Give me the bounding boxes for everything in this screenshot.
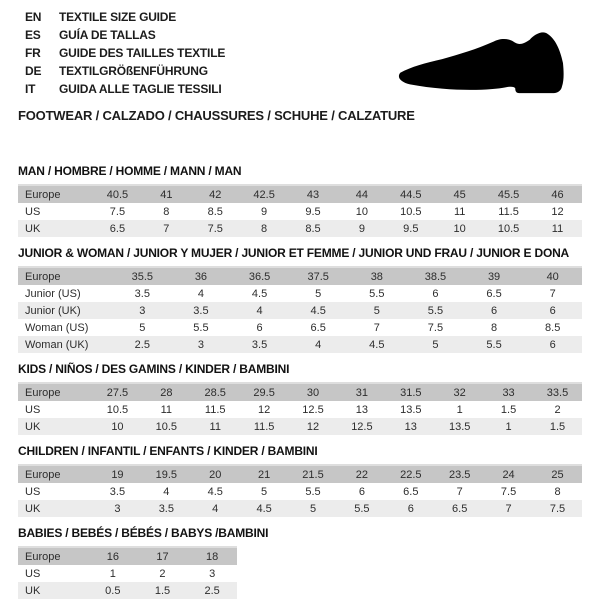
dress-shoe-icon bbox=[393, 24, 579, 100]
size-value: 16 bbox=[106, 550, 119, 563]
size-value: 9 bbox=[261, 205, 268, 218]
size-table-title: MAN / HOMBRE / HOMME / MANN / MAN bbox=[18, 164, 242, 178]
size-value: 40.5 bbox=[106, 188, 129, 201]
size-value: 7.5 bbox=[427, 321, 444, 334]
size-value: 42.5 bbox=[253, 188, 275, 201]
size-value: 1.5 bbox=[549, 420, 566, 433]
size-value: 11 bbox=[453, 205, 466, 218]
size-value: 13 bbox=[404, 420, 417, 433]
size-value: 7 bbox=[549, 287, 556, 300]
size-value: 38 bbox=[370, 270, 383, 283]
row-label: Europe bbox=[25, 468, 61, 481]
table-row bbox=[18, 483, 582, 500]
size-value: 1.5 bbox=[500, 403, 517, 416]
table-row bbox=[18, 302, 582, 319]
size-value: 21 bbox=[257, 468, 271, 481]
size-value: 8.5 bbox=[305, 222, 321, 235]
language-code: IT bbox=[25, 82, 36, 96]
size-value: 3.5 bbox=[109, 485, 126, 498]
size-value: 9.5 bbox=[403, 222, 419, 235]
size-value: 3.5 bbox=[251, 338, 268, 351]
language-row bbox=[25, 8, 225, 26]
size-value: 28.5 bbox=[204, 386, 226, 399]
row-label: UK bbox=[25, 420, 41, 433]
language-row bbox=[25, 80, 225, 98]
language-code: DE bbox=[25, 64, 42, 78]
size-value: 4 bbox=[197, 287, 204, 300]
size-value: 10.5 bbox=[106, 403, 129, 416]
size-value: 8 bbox=[491, 321, 498, 334]
row-label: UK bbox=[25, 502, 41, 515]
size-value: 44.5 bbox=[400, 188, 422, 201]
size-value: 30 bbox=[306, 386, 320, 399]
size-table-section bbox=[18, 526, 582, 599]
size-value: 32 bbox=[453, 386, 466, 399]
size-value: 40 bbox=[546, 270, 559, 283]
row-label: Europe bbox=[25, 270, 61, 283]
table-row bbox=[18, 185, 582, 203]
size-value: 20 bbox=[209, 468, 222, 481]
size-value: 45.5 bbox=[497, 188, 520, 201]
size-table bbox=[18, 464, 582, 517]
size-value: 42 bbox=[209, 188, 222, 201]
category-heading: FOOTWEAR / CALZADO / CHAUSSURES / SCHUHE / CALZATURE bbox=[18, 108, 415, 123]
size-value: 13.5 bbox=[448, 420, 471, 433]
size-value: 11.5 bbox=[498, 205, 519, 218]
size-value: 35.5 bbox=[131, 270, 154, 283]
language-code: FR bbox=[25, 46, 41, 60]
size-value: 5 bbox=[315, 287, 322, 300]
language-label: GUIDA ALLE TAGLIE TESSILI bbox=[59, 82, 222, 96]
size-value: 25 bbox=[551, 468, 564, 481]
size-table-title: BABIES / BEBÉS / BÉBÉS / BABYS /BAMBINI bbox=[18, 526, 269, 540]
size-value: 5.5 bbox=[427, 304, 444, 317]
size-table-section bbox=[18, 246, 582, 353]
size-value: 5.5 bbox=[305, 485, 321, 498]
table-row bbox=[18, 465, 582, 483]
size-value: 3.5 bbox=[158, 502, 174, 515]
size-table-title: KIDS / NIÑOS / DES GAMINS / KINDER / BAMBINI bbox=[18, 362, 290, 376]
language-row bbox=[25, 62, 225, 80]
size-value: 37.5 bbox=[307, 270, 329, 283]
size-value: 5.5 bbox=[193, 321, 209, 334]
size-value: 8.5 bbox=[207, 205, 223, 218]
size-table bbox=[18, 184, 582, 237]
size-value: 7 bbox=[163, 222, 170, 235]
size-value: 8 bbox=[261, 222, 268, 235]
size-value: 5 bbox=[373, 304, 380, 317]
size-value: 11.5 bbox=[253, 420, 275, 433]
row-label: Junior (UK) bbox=[25, 304, 81, 317]
size-value: 12 bbox=[306, 420, 320, 433]
size-value: 7.5 bbox=[549, 502, 566, 515]
size-value: 11 bbox=[160, 403, 173, 416]
language-label: GUÍA DE TALLAS bbox=[59, 28, 156, 42]
size-value: 22.5 bbox=[400, 468, 422, 481]
language-list bbox=[25, 8, 225, 98]
row-label: Junior (US) bbox=[25, 287, 81, 300]
size-value: 5 bbox=[432, 338, 439, 351]
size-value: 1.5 bbox=[154, 584, 171, 597]
size-table-title: CHILDREN / INFANTIL / ENFANTS / KINDER / BAMBINI bbox=[18, 444, 318, 458]
size-value: 31 bbox=[355, 386, 369, 399]
size-value: 45 bbox=[453, 188, 466, 201]
size-value: 4.5 bbox=[369, 338, 385, 351]
size-value: 3 bbox=[139, 304, 146, 317]
size-value: 18 bbox=[206, 550, 219, 563]
size-tables bbox=[18, 164, 582, 600]
size-value: 44 bbox=[355, 188, 369, 201]
size-value: 2.5 bbox=[204, 584, 220, 597]
table-row bbox=[18, 418, 582, 435]
size-value: 5.5 bbox=[486, 338, 502, 351]
size-value: 36.5 bbox=[248, 270, 271, 283]
row-label: Woman (UK) bbox=[25, 338, 89, 351]
size-value: 3 bbox=[114, 502, 121, 515]
size-value: 6.5 bbox=[452, 502, 468, 515]
table-row bbox=[18, 319, 582, 336]
size-value: 4.5 bbox=[310, 304, 326, 317]
table-row bbox=[18, 582, 237, 599]
row-label: UK bbox=[25, 222, 41, 235]
size-value: 11 bbox=[551, 222, 564, 235]
size-value: 6 bbox=[358, 485, 365, 498]
size-value: 29.5 bbox=[253, 386, 275, 399]
table-row bbox=[18, 220, 582, 237]
size-value: 5.5 bbox=[354, 502, 370, 515]
size-value: 19.5 bbox=[155, 468, 178, 481]
size-value: 33 bbox=[502, 386, 515, 399]
size-value: 36 bbox=[194, 270, 208, 283]
size-table bbox=[18, 266, 582, 353]
size-value: 4 bbox=[256, 304, 263, 317]
size-value: 0.5 bbox=[105, 584, 121, 597]
size-value: 1 bbox=[505, 420, 512, 433]
size-value: 3.5 bbox=[193, 304, 209, 317]
size-value: 3 bbox=[197, 338, 204, 351]
language-row bbox=[25, 44, 225, 62]
size-value: 3.5 bbox=[134, 287, 150, 300]
table-row bbox=[18, 401, 582, 418]
size-value: 6 bbox=[256, 321, 263, 334]
size-value: 10 bbox=[355, 205, 369, 218]
table-row bbox=[18, 285, 582, 302]
table-row bbox=[18, 203, 582, 220]
table-row bbox=[18, 383, 582, 401]
size-value: 12 bbox=[257, 403, 271, 416]
size-value: 5.5 bbox=[369, 287, 385, 300]
size-value: 43 bbox=[306, 188, 320, 201]
size-value: 9.5 bbox=[305, 205, 321, 218]
size-value: 11.5 bbox=[204, 403, 226, 416]
size-value: 6 bbox=[549, 304, 556, 317]
size-value: 31.5 bbox=[400, 386, 422, 399]
language-row bbox=[25, 26, 225, 44]
size-value: 7.5 bbox=[109, 205, 126, 218]
size-value: 11 bbox=[209, 420, 221, 433]
size-value: 13 bbox=[355, 403, 369, 416]
size-value: 7 bbox=[505, 502, 512, 515]
size-value: 4 bbox=[315, 338, 322, 351]
language-code: EN bbox=[25, 10, 42, 24]
size-value: 3 bbox=[209, 567, 216, 580]
size-value: 5 bbox=[309, 502, 317, 515]
row-label: Woman (US) bbox=[25, 321, 89, 334]
size-value: 6.5 bbox=[109, 222, 126, 235]
size-value: 10.5 bbox=[400, 205, 422, 218]
size-value: 2 bbox=[159, 567, 166, 580]
size-value: 4.5 bbox=[256, 502, 272, 515]
size-value: 17 bbox=[156, 550, 169, 563]
size-value: 38.5 bbox=[424, 270, 447, 283]
size-table-section bbox=[18, 362, 582, 435]
language-label: TEXTILGRÖßENFÜHRUNG bbox=[59, 64, 208, 78]
size-value: 6.5 bbox=[486, 287, 502, 300]
size-value: 12.5 bbox=[351, 420, 373, 433]
row-label: Europe bbox=[25, 550, 61, 563]
size-value: 41 bbox=[160, 188, 173, 201]
size-value: 9 bbox=[358, 222, 365, 235]
size-value: 8.5 bbox=[545, 321, 561, 334]
table-row bbox=[18, 336, 582, 353]
size-value: 28 bbox=[160, 386, 173, 399]
size-value: 6 bbox=[491, 304, 498, 317]
size-value: 10 bbox=[111, 420, 124, 433]
size-value: 21.5 bbox=[302, 468, 324, 481]
size-table bbox=[18, 382, 582, 435]
size-value: 5 bbox=[261, 485, 268, 498]
size-value: 6.5 bbox=[310, 321, 326, 334]
size-value: 1 bbox=[456, 403, 463, 416]
size-value: 12 bbox=[551, 205, 564, 218]
size-value: 4 bbox=[163, 485, 170, 498]
language-label: TEXTILE SIZE GUIDE bbox=[59, 10, 177, 24]
size-value: 6 bbox=[549, 338, 556, 351]
size-table-section bbox=[18, 444, 582, 517]
language-label: GUIDE DES TAILLES TEXTILE bbox=[59, 46, 226, 60]
row-label: US bbox=[25, 567, 41, 580]
size-table-section bbox=[18, 164, 582, 237]
size-value: 22 bbox=[355, 468, 369, 481]
size-value: 19 bbox=[111, 468, 124, 481]
row-label: US bbox=[25, 485, 41, 498]
size-value: 2.5 bbox=[134, 338, 150, 351]
size-value: 46 bbox=[551, 188, 564, 201]
size-value: 4.5 bbox=[207, 485, 223, 498]
size-value: 24 bbox=[502, 468, 515, 481]
size-value: 6 bbox=[407, 502, 414, 515]
size-value: 5 bbox=[139, 321, 146, 334]
size-value: 10.5 bbox=[497, 222, 520, 235]
size-value: 39 bbox=[487, 270, 501, 283]
size-table-title: JUNIOR & WOMAN / JUNIOR Y MUJER / JUNIOR ET FEMME / JUNIOR UND FRAU / JUNIOR E DONA bbox=[18, 246, 570, 260]
row-label: US bbox=[25, 403, 41, 416]
size-value: 2 bbox=[554, 403, 561, 416]
size-value: 8 bbox=[163, 205, 170, 218]
table-row bbox=[18, 547, 237, 565]
table-row bbox=[18, 500, 582, 517]
size-value: 10.5 bbox=[155, 420, 178, 433]
size-value: 7.5 bbox=[207, 222, 223, 235]
size-table bbox=[18, 546, 237, 599]
size-value: 10 bbox=[453, 222, 466, 235]
row-label: Europe bbox=[25, 386, 61, 399]
size-value: 12.5 bbox=[302, 403, 324, 416]
size-value: 1 bbox=[109, 567, 116, 580]
size-value: 7.5 bbox=[500, 485, 517, 498]
size-value: 6.5 bbox=[403, 485, 419, 498]
size-value: 23.5 bbox=[448, 468, 471, 481]
size-value: 33.5 bbox=[546, 386, 569, 399]
size-value: 7 bbox=[373, 321, 380, 334]
size-value: 13.5 bbox=[400, 403, 422, 416]
row-label: US bbox=[25, 205, 41, 218]
row-label: Europe bbox=[25, 188, 61, 201]
table-row bbox=[18, 267, 582, 285]
size-value: 4.5 bbox=[251, 287, 268, 300]
size-value: 8 bbox=[554, 485, 561, 498]
language-code: ES bbox=[25, 28, 41, 42]
size-value: 4 bbox=[212, 502, 219, 515]
table-row bbox=[18, 565, 237, 582]
row-label: UK bbox=[25, 584, 41, 597]
size-value: 7 bbox=[456, 485, 463, 498]
size-value: 6 bbox=[432, 287, 439, 300]
size-value: 27.5 bbox=[106, 386, 129, 399]
